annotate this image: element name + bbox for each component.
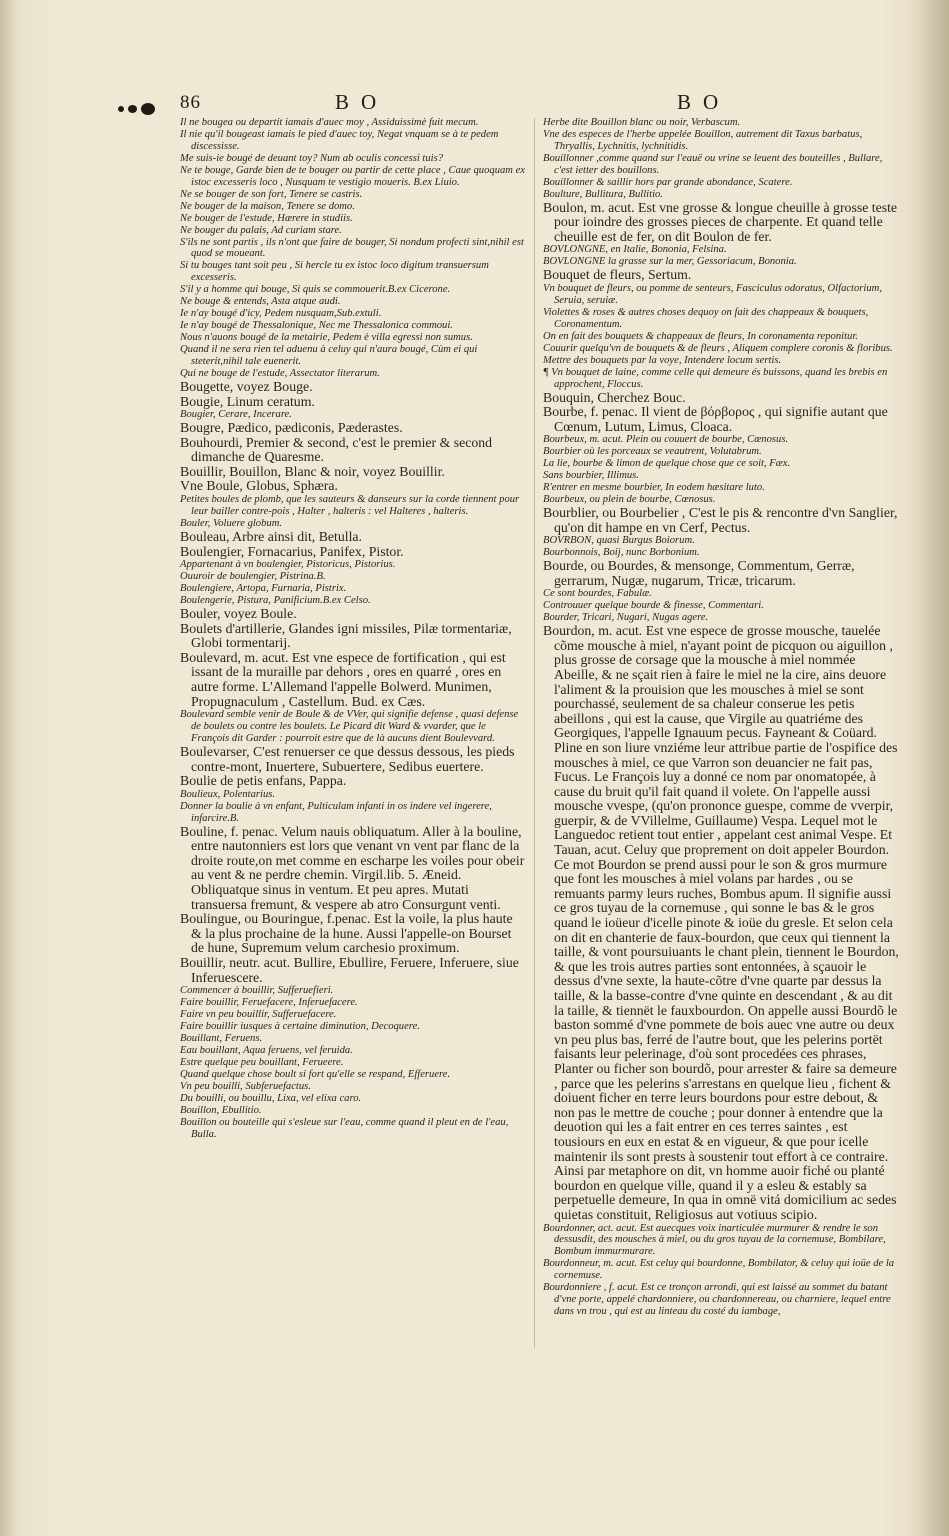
dictionary-entry: Bougier, Cerare, Incerare. [180,409,292,421]
dictionary-entry: Violettes & roses & autres choses dequoy on fait des chappeaux & bouquets, Coronamentum. [543,306,869,330]
dictionary-entry: Bourbeux, m. acut. Plein ou couuert de bourbe, Cœnosus. [543,434,789,446]
dictionary-entry: Bouline, f. penac. Velum nauis obliquatum. Aller à la bouline, entre nautonniers est lors que venant vn vent par flanc de la droite route,on met comme en escharpe les voiles pour obeir au vent & ne perdre chemin. Virgil.lib. 5. Æneid. Obliquatque sinus in ventum. Et peu apres. Mutati transuersa fremunt, & vespere ab atro Consurgunt venti. [180,823,525,912]
dictionary-entry: Faire vn peu bouillir, Sufferuefacere. [180,1009,337,1021]
dictionary-entry: Bourbe, f. penac. Il vient de βόρβορος , qui signifie autant que Cœnum, Lutum, Limus, Cloaca. [543,404,888,434]
dictionary-entry: Commencer à bouillir, Sufferuefieri. [180,985,334,997]
dictionary-entry: Donner la boulie à vn enfant, Pulticulam infanti in os indere vel ingerere, infarcire.B. [180,800,492,824]
dictionary-entry: Boulingue, ou Bouringue, f.penac. Est la voile, la plus haute & la plus prochaine de la hune. Aussi l'appelle-on Bourset de hune, Supremum velum carchesio proximum. [180,911,513,956]
dictionary-entry: Boulengerie, Pistura, Panificium.B.ex Celso. [180,594,371,606]
dictionary-entry: Si tu bouges tant soit peu , Si hercle tu ex istoc loco digitum transuersum excesseris. [180,260,489,284]
dictionary-entry: BOVLONGNE la grasse sur la mer, Gessoriacum, Bononia. [543,256,797,268]
dictionary-entry: Boulevard semble venir de Boule & de VVer, qui signifie defense , quasi defense de boulets ou contre les boulets. Le Picard dit Ward & vvarder, que le François dit Garder : pourroit estre que de là aucuns dient Boulevvard. [180,709,519,744]
dictionary-entry: Ie n'ay bougé de Thessalonique, Nec me Thessalonica commoui. [180,320,453,332]
dictionary-entry: Nous n'auons bougé de la metairie, Pedem è villa egressi non sumus. [180,332,473,344]
dictionary-entry: Appartenant à vn boulengier, Pistoricus, Pistorius. [180,559,396,571]
dictionary-entry: Petites boules de plomb, que les sauteurs & danseurs sur la corde tiennent pour leur bailler contre-pois , Halter , halteris : vel Halteres , halteris. [180,494,520,518]
page-number: 86 [180,92,201,113]
dictionary-entry: Ne te bouge, Garde bien de te bouger ou partir de cette place , Caue quoquam ex istoc excesseris loco , Nusquam te vestigio moueris. B.ex Liuio. [180,164,525,188]
dictionary-entry: La lie, bourbe & limon de quelque chose que ce soit, Fæx. [543,458,791,470]
dictionary-entry: Bourblier, ou Bourbelier , C'est le pis & rencontre d'vn Sanglier, qu'on dit hampe en vn Cerf, Pectus. [543,505,898,535]
running-head-left: BO [335,90,389,114]
dictionary-entry: Mettre des bouquets par la voye, Intendere locum sertis. [543,354,782,366]
dictionary-entry: Bouquin, Cherchez Bouc. [543,389,686,405]
dictionary-entry: Boulengier, Fornacarius, Panifex, Pistor. [180,543,404,559]
dictionary-entry: Bourbier où les porceaux se veautrent, Volutabrum. [543,446,762,458]
dictionary-entry: Bouillon ou bouteille qui s'esleue sur l'eau, comme quand il pleut en de l'eau, Bulla. [180,1116,509,1140]
dictionary-entry: Bougette, voyez Bouge. [180,378,313,394]
dictionary-entry: S'il y a homme qui bouge, Si quis se commouerit.B.ex Cicerone. [180,284,451,296]
dictionary-entry: Ne bouge & entends, Asta atque audi. [180,296,341,308]
dictionary-entry: Bouquet de fleurs, Sertum. [543,267,692,283]
dictionary-entry: Qui ne bouge de l'estude, Assectator literarum. [180,368,380,380]
dictionary-entry: BOVRBON, quasi Burgus Boiorum. [543,535,695,547]
dictionary-entry: Bouler, Voluere globum. [180,517,282,529]
dictionary-entry: Bourbeux, ou plein de bourbe, Cœnosus. [543,494,716,506]
dictionary-entry: Bouleau, Arbre ainsi dit, Betulla. [180,528,363,544]
dictionary-entry: Ce sont bourdes, Fabulæ. [543,588,652,600]
dictionary-entry: Bourdonniere , f. acut. Est ce tronçon arrondi, qui est laissé au sommet du batant d'vne porte, appelé chardonniere, ou chardonnereau, ou charniere, lequel entre dans vn trou , qui est au linteau du costé du iambage, [543,1282,891,1318]
dictionary-entry: Quand quelque chose boult si fort qu'elle se respand, Efferuere. [180,1068,451,1080]
dictionary-entry: Vne Boule, Globus, Sphæra. [180,478,338,494]
dictionary-entry: Du bouilli, ou bouillu, Lixa, vel elixa caro. [180,1092,362,1104]
dictionary-entry: ¶ Vn bouquet de laine, comme celle qui demeure és buissons, quand les brebis en approchent, Floccus. [543,366,888,390]
dictionary-entry: Bouillant, Feruens. [180,1032,263,1044]
dictionary-entry: Controuuer quelque bourde & finesse, Commentari. [543,600,764,612]
dictionary-entry: Sans bourbier, Illimus. [543,470,639,482]
dictionary-entry: Boulevarser, C'est renuerser ce que dessus dessous, les pieds contre-mont, Inuertere, Subuertere, Sedibus euertere. [180,743,515,774]
dictionary-entry: Estre quelque peu bouillant, Ferueere. [180,1056,344,1068]
dictionary-entry: Bougre, Pædico, pædiconis, Pæderastes. [180,420,403,436]
dictionary-entry: Me suis-ie bougé de deuant toy? Num ab oculis concessi tuis? [180,152,444,164]
dictionary-entry: Quand il ne sera rien tel aduenu à celuy qui n'aura bougé, Cùm ei qui steterit,nihil tale euenerit. [180,344,478,368]
column-divider [534,118,535,1348]
dictionary-entry: Ouuroir de boulengier, Pistrina.B. [180,571,326,583]
dictionary-entry: Bouler, voyez Boule. [180,605,297,621]
dictionary-entry: Boulon, m. acut. Est vne grosse & longue cheuille à grosse teste pour ioindre des grosses pieces de charpente. Et quand telle cheuille est de fer, on dit Boulon de fer. [543,199,898,244]
dictionary-entry: Faire bouillir iusques à certaine diminution, Decoquere. [180,1020,420,1032]
dictionary-entry: Bouhourdi, Premier & second, c'est le premier & second dimanche de Quaresme. [180,434,493,465]
dictionary-entry: Bouillir, neutr. acut. Bullire, Ebullire, Feruere, Inferuere, siue Inferuescere. [180,954,519,985]
dictionary-entry: Vn peu bouilli, Subferuefactus. [180,1080,311,1092]
dictionary-entry: Bourdon, m. acut. Est vne espece de grosse mousche, tauelée cõme mousche à miel, n'ayant point de picquon ou aiguillon , plus grosse de corsage que la mousche à miel nommée Abeille, & ne sçait rien à faire le miel ne la cire, ains deuore l'aliment & la prouision que les mousches à miel se sont pourchassé, seulement de sa chaleur conserue les petis abeillons , qui est la cause, que Virgile au quatriéme des Georgiques, l'appelle Ignauum pecus. Fayneant & Coüard. Pline en son liure vnziéme leur attribue partie de l'ospifice des mousches à miel, ce que Varron son deuancier ne fait pas, Fucus. Le François luy a donné ce nom par onomatopée, à cause du bruit qu'il fait quand il volete. On l'appelle aussi mousche vvespe, (qu'on prononce guespe, comme de vverpir, guerpir, & de VVillelme, Guillaume) Vespa. Lequel mot le Languedoc retient tout entier , appelant cest animal Vespe. Et Tauan, acut. Celuy que proprement on doit appeler Bourdon. Ce mot Bourdon se prend aussi pour le son & gros murmure que font les mousches à miel volans par hardes , ou se remuants parmy leurs ruches, Bombus apum. Il signifie aussi ce gros tuyau de la cornemuse , qui sonne le bas & le gros quand le ioüeur d'icelle pinote & ioüe du gresle. Et selon cela on dit en chanterie de faux-bourdon, que ceux qui tiennent la taille, & vont poursuiuants le chant plein, tiennent le Bourdon, & que les trois autres parties sont entonnées, à sçauoir le dessus d'vne sexte, la haute-cõtre d'vne quarte par dessus la taille, & la basse-contre d'vne quinte en descendant , & au dit la taille, & tiennët le fauxbourdon. On appelle aussi Bourdõ le baston sommé d'vne pommete de bois auec vne autre ou deux vn peu plus bas, ferré de l'autre bout, que les pelerins portët faisants leur pelerinage, d'où sont procedées ces phrases, Planter ou ficher son bourdõ, pour arrester & faire sa demeure , parce que les pelerins s'arrestans en quelque lieu , fichent & doiuent ficher en terre leurs bourdons pour estre debout, & non pas le mettre de couche ; pour donner à entendre que la deuotion qui les a fait entrer en ces terres saintes , est tousiours en eux en estat & en vigueur, & que pour icelle maintenir ils sont prests à soustenir tout effort à ce contraire. Ainsi par metaphore on dit, vn homme auoir fiché ou planté bourdon en quelque ville, quand il y a esleu & estably sa perpetuelle demeure, In qua in omnë vitá domicilium ac sedes quietas constituit, Religiosus aut votiuus scipio. [543,623,899,1222]
dictionary-entry: Vne des especes de l'herbe appelée Bouillon, autrement dit Taxus barbatus, Thryallis, Lychnitis, lychnitidis. [543,128,863,152]
dictionary-entry: Bourdonneur, m. acut. Est celuy qui bourdonne, Bombilator, & celuy qui ioüe de la cornemuse. [543,1258,895,1282]
dictionary-entry: Boulie de petis enfans, Pappa. [180,773,347,789]
dictionary-entry: R'entrer en mesme bourbier, In eodem hæsitare luto. [543,482,765,494]
dictionary-entry: Ie n'ay bougé d'icy, Pedem nusquam,Sub.extuli. [180,308,382,320]
dictionary-entry: Ne bouger du palais, Ad curiam stare. [180,224,342,236]
left-column [180,117,525,1141]
dictionary-entry: Couurir quelqu'vn de bouquets & de fleurs , Aliquem complere coronis & floribus. [543,342,893,354]
dictionary-entry: Bougie, Linum ceratum. [180,393,315,409]
dictionary-entry: On en fait des bouquets & chappeaux de fleurs, In coronamenta reponitur. [543,330,858,342]
dictionary-entry: Bouillon, Ebullitio. [180,1104,262,1116]
dictionary-entry: Vn bouquet de fleurs, ou pomme de senteurs, Fasciculus odoratus, Olfactorium, Seruia, seruiæ. [543,282,882,306]
dictionary-entry: Bourde, ou Bourdes, & mensonge, Commentum, Gerræ, gerrarum, Nugæ, nugarum, Tricæ, tricarum. [543,558,855,588]
dictionary-entry: Eau bouillant, Aqua feruens, vel feruida. [180,1044,353,1056]
dictionary-entry: Bourbonnois, Boij, nunc Borbonium. [543,547,700,559]
dictionary-entry: Ne bouger de la maison, Tenere se domo. [180,200,355,212]
running-head-right: BO [677,90,731,114]
dictionary-entry: Bouillir, Bouillon, Blanc & noir, voyez Bouillir. [180,463,445,479]
ink-stain [118,100,164,118]
dictionary-entry: Il ne bougea ou departit iamais d'auec moy , Assiduissimè fuit mecum. [180,117,479,128]
dictionary-entry: Bouillonner ,comme quand sur l'eauë ou vrine se leuent des bouteilles , Bullare, c'est ietter des bouillons. [543,152,883,176]
dictionary-entry: Il nie qu'il bougeast iamais le pied d'auec toy, Negat vnquam se à te pedem discessisse. [180,128,499,152]
dictionary-entry: Boulieux, Polentarius. [180,788,276,800]
dictionary-entry: Boulture, Bullitura, Bullitio. [543,188,663,200]
dictionary-entry: Ne se bouger de son fort, Tenere se castris. [180,188,363,200]
dictionary-entry: Bourdonner, act. acut. Est auecques voix inarticulée murmurer & rendre le son dessusdit, des mousches à miel, ou du gros tuyau de la cornemuse, Bombilare, Bombum immurmurare. [543,1222,886,1258]
dictionary-entry: S'ils ne sont partis , ils n'ont que faire de bouger, Si nondum profecti sint,nihil est quod se moueant. [180,236,524,260]
dictionary-entry: Herbe dite Bouillon blanc ou noir, Verbascum. [543,117,741,128]
dictionary-entry: Bouillonner & saillir hors par grande abondance, Scatere. [543,176,793,188]
dictionary-entry: BOVLONGNE, en Italie, Bononia, Felsina. [543,244,727,256]
dictionary-entry: Bourder, Tricari, Nugari, Nugas agere. [543,612,709,624]
right-column [543,117,900,1318]
dictionary-entry: Boulets d'artillerie, Glandes igni missiles, Pilæ tormentariæ, Globi tormentarij. [180,620,512,651]
dictionary-entry: Ne bouger de l'estude, Hærere in studiis. [180,212,353,224]
dictionary-entry: Boulengiere, Artopa, Furnaria, Pistrix. [180,583,347,595]
dictionary-entry: Faire bouillir, Feruefacere, Inferuefacere. [180,997,358,1009]
dictionary-entry: Boulevard, m. acut. Est vne espece de fortification , qui est issant de la muraille par dehors , ores en quarré , ores en autre forme. L'Allemand l'appelle Bolwerd. Munimen, Propugnaculum , Castellum. Bud. ex Cæs. [180,649,506,709]
